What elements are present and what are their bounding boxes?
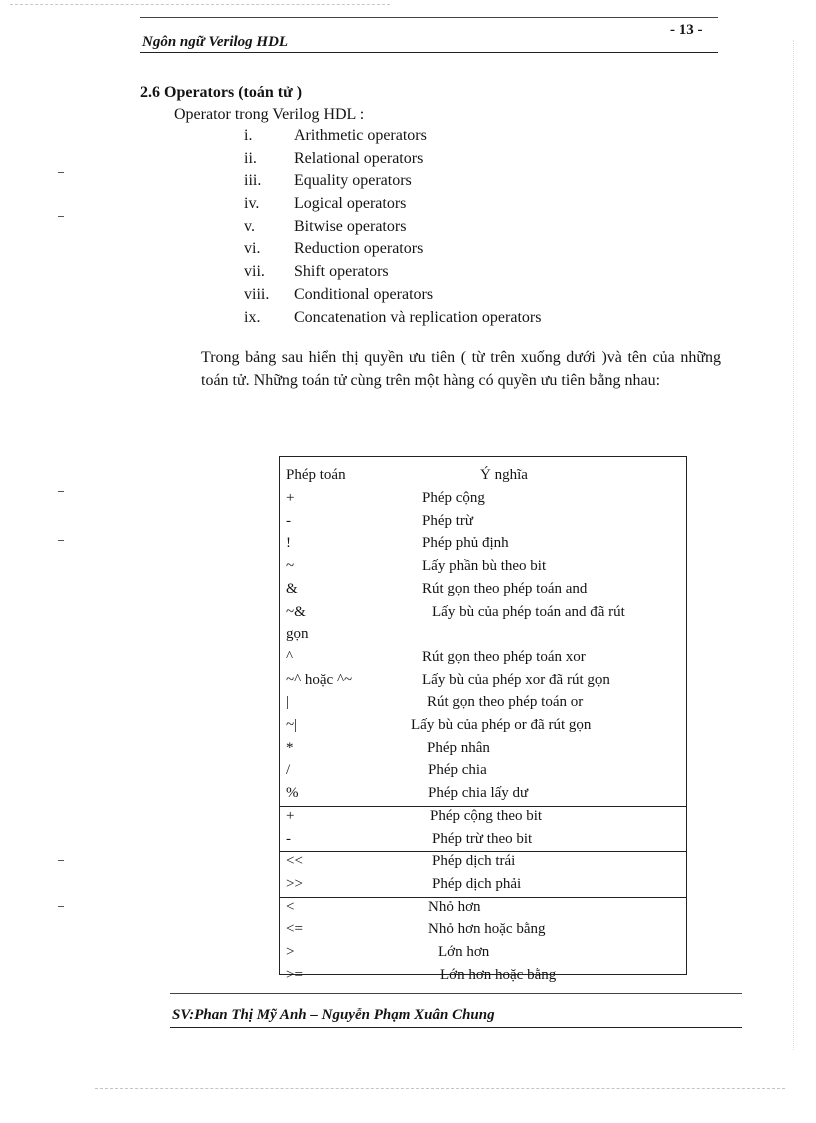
operator-number: ix. <box>244 308 261 326</box>
operator-symbol: ! <box>286 535 291 552</box>
operator-meaning: Phép trừ <box>422 512 474 529</box>
table-row <box>280 941 686 964</box>
footer-rule-top <box>170 993 742 994</box>
operator-meaning: Phép cộng <box>422 490 485 506</box>
header-rule-bottom <box>140 52 718 53</box>
operator-symbol: ~ <box>286 558 295 575</box>
operator-name: Logical operators <box>294 195 407 213</box>
table-row <box>280 578 686 601</box>
operator-symbol: ~& <box>286 603 306 620</box>
operator-list-item <box>244 238 541 261</box>
operator-meaning: Lấy bù của phép toán and đã rút <box>432 603 625 620</box>
table-row <box>280 850 686 873</box>
operator-number: vii. <box>244 263 265 281</box>
operator-meaning: Lớn hơn hoặc bằng <box>440 966 557 983</box>
table-row <box>280 646 686 669</box>
table-row <box>280 828 686 851</box>
scan-edge-top <box>10 4 390 5</box>
table-row <box>280 805 686 828</box>
margin-mark <box>58 540 64 541</box>
section-title: 2.6 Operators (toán tử ) <box>140 84 303 101</box>
operator-list-item <box>244 170 541 193</box>
margin-mark <box>58 216 64 217</box>
operator-symbol: + <box>286 490 295 506</box>
table-row <box>280 737 686 760</box>
operator-name: Equality operators <box>294 172 412 190</box>
table-row <box>280 691 686 714</box>
operator-list-item <box>244 148 541 171</box>
operator-list-item <box>244 216 541 239</box>
operator-symbol: <= <box>286 921 303 938</box>
operator-meaning: Nhỏ hơn hoặc bằng <box>428 921 546 938</box>
operator-symbol: > <box>286 944 295 960</box>
operator-name: Relational operators <box>294 149 424 167</box>
operator-meaning: Rút gọn theo phép toán and <box>422 580 588 597</box>
operator-meaning: Phép chia lấy dư <box>428 785 529 802</box>
operator-meaning: Rút gọn theo phép toán xor <box>422 648 586 665</box>
operator-symbol: >> <box>286 875 303 892</box>
operator-name: Shift operators <box>294 263 389 281</box>
operator-symbol: - <box>286 830 291 847</box>
operator-meaning: Phép nhân <box>427 739 490 756</box>
operator-symbol: << <box>286 853 303 870</box>
operator-number: ii. <box>244 149 257 167</box>
operator-list-item <box>244 307 541 330</box>
table-intro-paragraph: Trong bảng sau hiển thị quyền ưu tiên ( từ trên xuống dưới )và tên của những toán tử. Những toán tử cùng trên một hàng có quyền ưu tiên bằng nhau: <box>201 349 721 389</box>
operator-symbol: - <box>286 512 291 529</box>
operator-list-item <box>244 125 541 148</box>
operator-meaning: Lấy phần bù theo bit <box>422 558 547 575</box>
table-row <box>280 623 686 646</box>
operator-symbol: / <box>286 762 291 779</box>
operator-meaning: Phép cộng theo bit <box>430 807 543 824</box>
table-row <box>280 964 686 987</box>
operator-symbol: + <box>286 807 295 824</box>
operator-meaning: Nhỏ hơn <box>428 898 481 915</box>
table-row <box>280 555 686 578</box>
table-row <box>280 487 686 510</box>
operator-list-item <box>244 193 541 216</box>
operator-precedence-table <box>279 456 687 983</box>
table-row <box>280 532 686 555</box>
operator-meaning: Phép phủ định <box>422 535 509 552</box>
operator-number: i. <box>244 127 253 144</box>
operator-symbol: gọn <box>286 626 309 643</box>
operator-meaning: Phép dịch phải <box>432 875 522 892</box>
table-row <box>280 873 686 896</box>
table-row <box>280 896 686 919</box>
operator-list-item <box>244 261 541 284</box>
operator-symbol: | <box>286 694 290 711</box>
table-row <box>280 510 686 533</box>
header-rule-top <box>140 17 718 18</box>
operator-meaning: Phép trừ theo bit <box>432 830 533 847</box>
operator-symbol: % <box>286 785 299 802</box>
operator-meaning: Lấy bù của phép or đã rút gọn <box>411 717 592 733</box>
operator-meaning: Lấy bù của phép xor đã rút gọn <box>422 671 610 688</box>
footer-authors: SV:Phan Thị Mỹ Anh – Nguyễn Phạm Xuân Chung <box>172 1007 495 1023</box>
operator-symbol: ~^ hoặc ^~ <box>286 671 353 688</box>
operator-name: Bitwise operators <box>294 217 407 235</box>
operator-name: Concatenation và replication operators <box>294 308 542 326</box>
operator-meaning: Rút gọn theo phép toán or <box>427 694 584 711</box>
table-header-symbol: Phép toán <box>286 467 346 483</box>
operator-number: v. <box>244 217 255 235</box>
margin-mark <box>58 172 64 173</box>
operator-number: iv. <box>244 195 260 213</box>
operator-symbol: ^ <box>286 648 294 665</box>
section-intro: Operator trong Verilog HDL : <box>174 106 365 123</box>
table-header-meaning: Ý nghĩa <box>480 467 528 483</box>
header-title: Ngôn ngữ Verilog HDL <box>142 34 289 50</box>
operator-number: vi. <box>244 240 261 258</box>
operator-list-item <box>244 284 541 307</box>
operator-name: Conditional operators <box>294 285 434 303</box>
margin-mark <box>58 860 64 861</box>
margin-mark <box>58 491 64 492</box>
operator-meaning: Phép dịch trái <box>432 853 516 870</box>
operator-number: iii. <box>244 172 262 190</box>
operator-list <box>244 125 541 329</box>
operator-name: Reduction operators <box>294 240 424 258</box>
operator-symbol: ~| <box>286 717 298 733</box>
table-row <box>280 782 686 805</box>
page-number: - 13 - <box>670 22 703 38</box>
operator-symbol: & <box>286 580 298 597</box>
table-row <box>280 669 686 692</box>
table-row <box>280 714 686 737</box>
scan-edge-bottom <box>95 1088 785 1089</box>
table-row <box>280 918 686 941</box>
operator-number: viii. <box>244 285 270 303</box>
footer-rule-bottom <box>170 1027 742 1028</box>
operator-name: Arithmetic operators <box>294 127 427 144</box>
operator-symbol: >= <box>286 966 303 983</box>
operator-meaning: Lớn hơn <box>438 944 490 960</box>
table-row <box>280 601 686 624</box>
table-row <box>280 759 686 782</box>
scan-edge-right <box>793 40 794 1050</box>
margin-mark <box>58 906 64 907</box>
operator-symbol: < <box>286 898 295 915</box>
operator-symbol: * <box>286 739 294 756</box>
operator-meaning: Phép chia <box>428 762 487 779</box>
